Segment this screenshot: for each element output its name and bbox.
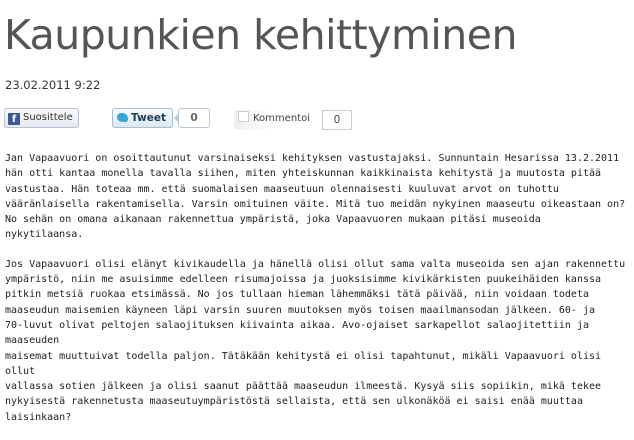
tweet-count: 0 [178,108,210,128]
page-title: Kaupunkien kehittyminen [4,11,517,59]
share-bar [4,108,404,130]
article-paragraph: Jos Vapaavuori olisi elänyt kivikaudella ja hänellä olisi ollut sama valta museoida sen ajan rakennettu ympäristö, niin me asuisimme edelleen risumajoissa ja juoksisimme kivikärkisten puukeihäiden kanssa pitkin metsiä ruokaa etsimässä. No jos tullaan hieman lähemmäksi tätä päivää, niin voidaan todeta maaseudun maisemien käyneen läpi varsin suuren muutoksen myös toisen maailmansodan jälkeen. 60- ja 70-luvut olivat peltojen salaojituksen kiivainta aikaa. Avo-ojaiset sarkapellot salaojitettiin ja maaseuden maisemat muuttuivat todella paljon. Tätäkään kehitystä ei olisi tapahtunut, mikäli Vapaavuori olisi ollut vallassa sotien jälkeen ja olisi saanut päättää maaseudun ilmeestä. Kysyä siis sopiikin, mikä tekee nykyisestä rakennetusta maaseutuympäristöstä sellaista, että sen ulkonäköä ei saisi enää muuttaa laisinkaan? [5,258,626,423]
facebook-icon: f [8,113,20,125]
article-body [5,151,631,439]
facebook-recommend-label: Suosittele [23,112,73,123]
comment-count: 0 [322,110,352,130]
comment-label: Kommentoi [253,113,310,124]
tweet-label: Tweet [131,112,166,124]
tweet-button[interactable] [112,108,173,128]
comment-button[interactable] [234,110,314,130]
facebook-recommend-button[interactable] [4,108,79,128]
article-paragraph: Jan Vapaavuori on osoittautunut varsinaiseksi kehityksen vastustajaksi. Sunnuntain Hesarissa 13.2.2011 hän otti kantaa monella tavalla siihen, miten yhteiskunnan kaikkinaista kehitystä ja muutosta pitää vastustaa. Hän toteaa mm. että suomalaisen maaseutuun olennaisesti kuuluvat arvot on tuhottu vääränlaisella rakentamisella. Varsin omituinen väite. Mitä tuo meidän nykyinen maaseutu oikeastaan on? No sehän on omana aikanaan rakennettua ympäristä, joka Vapaavuoren mukaan pitäsi museoida nykytilaansa. [5,153,626,241]
twitter-bird-icon [117,113,128,122]
comment-icon [238,111,249,122]
publish-date: 23.02.2011 9:22 [5,78,101,92]
